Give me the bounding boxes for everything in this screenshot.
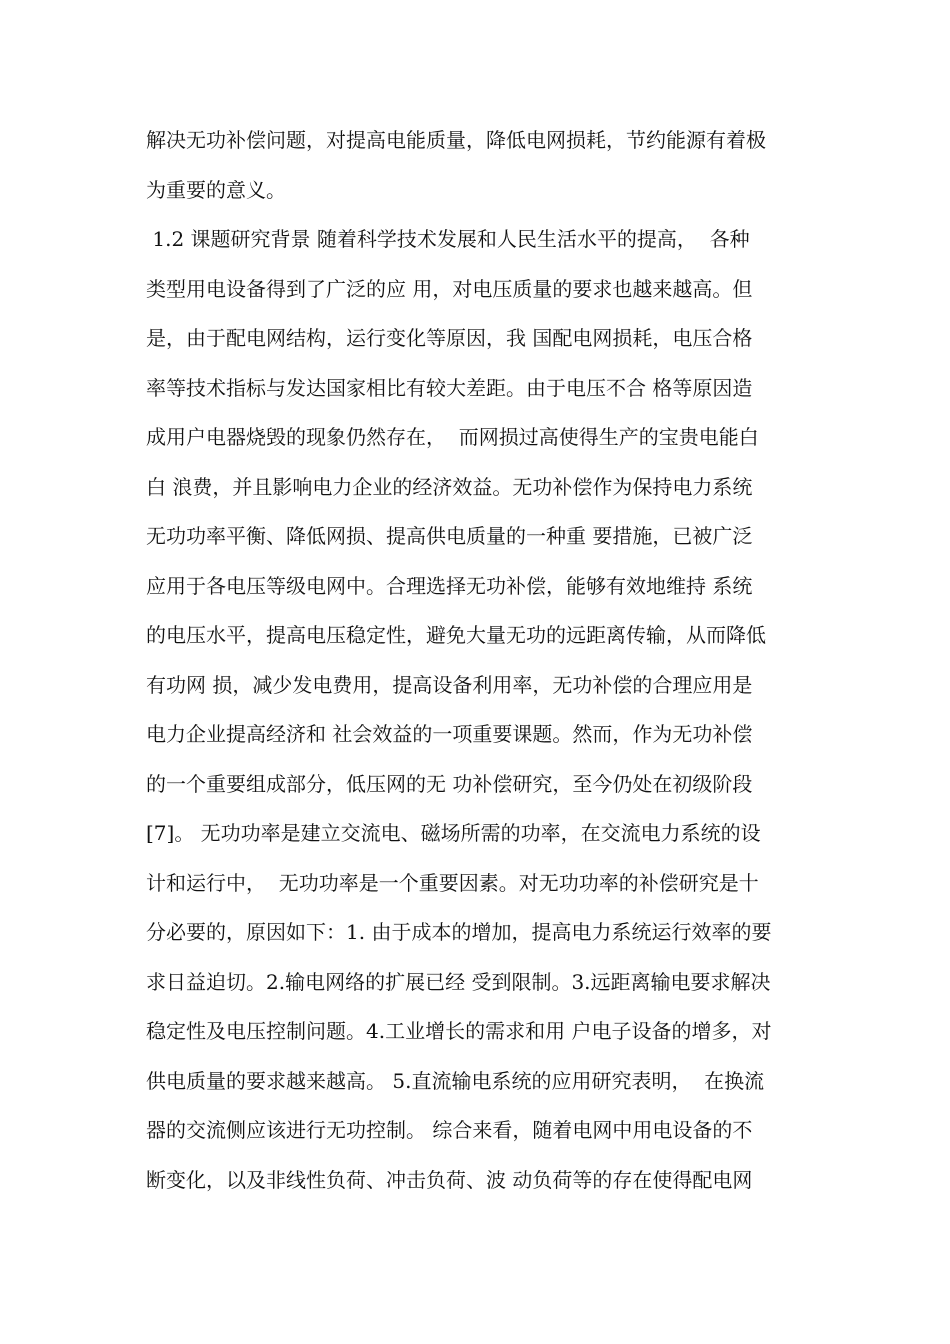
text-line: 成用户电器烧毁的现象仍然存在， 而网损过高使得生产的宝贵电能白: [146, 425, 759, 449]
text-line: [7]。 无功功率是建立交流电、磁场所需的功率，在交流电力系统的设: [146, 821, 761, 845]
text-line: 断变化，以及非线性负荷、冲击负荷、波 动负荷等的存在使得配电网: [146, 1167, 753, 1192]
text-line: 的一个重要组成部分，低压网的无 功补偿研究，至今仍处在初级阶段: [146, 771, 753, 796]
text-line: 解决无功补偿问题，对提高电能质量，降低电网损耗，节约能源有着极: [146, 128, 766, 152]
text-line: 是，由于配电网结构，运行变化等原因，我 国配电网损耗，电压合格: [146, 326, 753, 350]
text-line: 计和运行中， 无功功率是一个重要因素。对无功功率的补偿研究是十: [146, 870, 759, 895]
text-line: 电力企业提高经济和 社会效益的一项重要课题。然而，作为无功补偿: [146, 722, 753, 746]
text-line: 有功网 损，减少发电费用，提高设备利用率，无功补偿的合理应用是: [146, 672, 753, 697]
text-line: 率等技术指标与发达国家相比有较大差距。由于电压不合 格等原因造: [146, 375, 753, 400]
text-line: 为重要的意义。: [146, 177, 286, 202]
text-line: 无功功率平衡、降低网损、提高供电质量的一种重 要措施，已被广泛: [146, 524, 753, 548]
text-line: 稳定性及电压控制问题。4.工业增长的需求和用 户电子设备的增多，对: [146, 1019, 772, 1043]
text-line: 求日益迫切。2.输电网络的扩展已经 受到限制。3.远距离输电要求解决: [146, 969, 771, 994]
body-text: [146, 116, 816, 1205]
text-line: 类型用电设备得到了广泛的应 用，对电压质量的要求也越来越高。但: [146, 276, 753, 301]
text-line: 的电压水平，提高电压稳定性，避免大量无功的远距离传输，从而降低: [146, 623, 766, 647]
text-line: 1.2 课题研究背景 随着科学技术发展和人民生活水平的提高， 各种: [146, 227, 750, 251]
text-line: 分必要的，原因如下：1. 由于成本的增加，提高电力系统运行效率的要: [146, 920, 772, 944]
text-line: 白 浪费，并且影响电力企业的经济效益。无功补偿作为保持电力系统: [146, 474, 753, 499]
text-line: 器的交流侧应该进行无功控制。 综合来看，随着电网中用电设备的不: [146, 1118, 753, 1142]
text-line: 应用于各电压等级电网中。合理选择无功补偿，能够有效地维持 系统: [146, 573, 753, 598]
text-line: 供电质量的要求越来越高。 5.直流输电系统的应用研究表明， 在换流: [146, 1068, 765, 1093]
